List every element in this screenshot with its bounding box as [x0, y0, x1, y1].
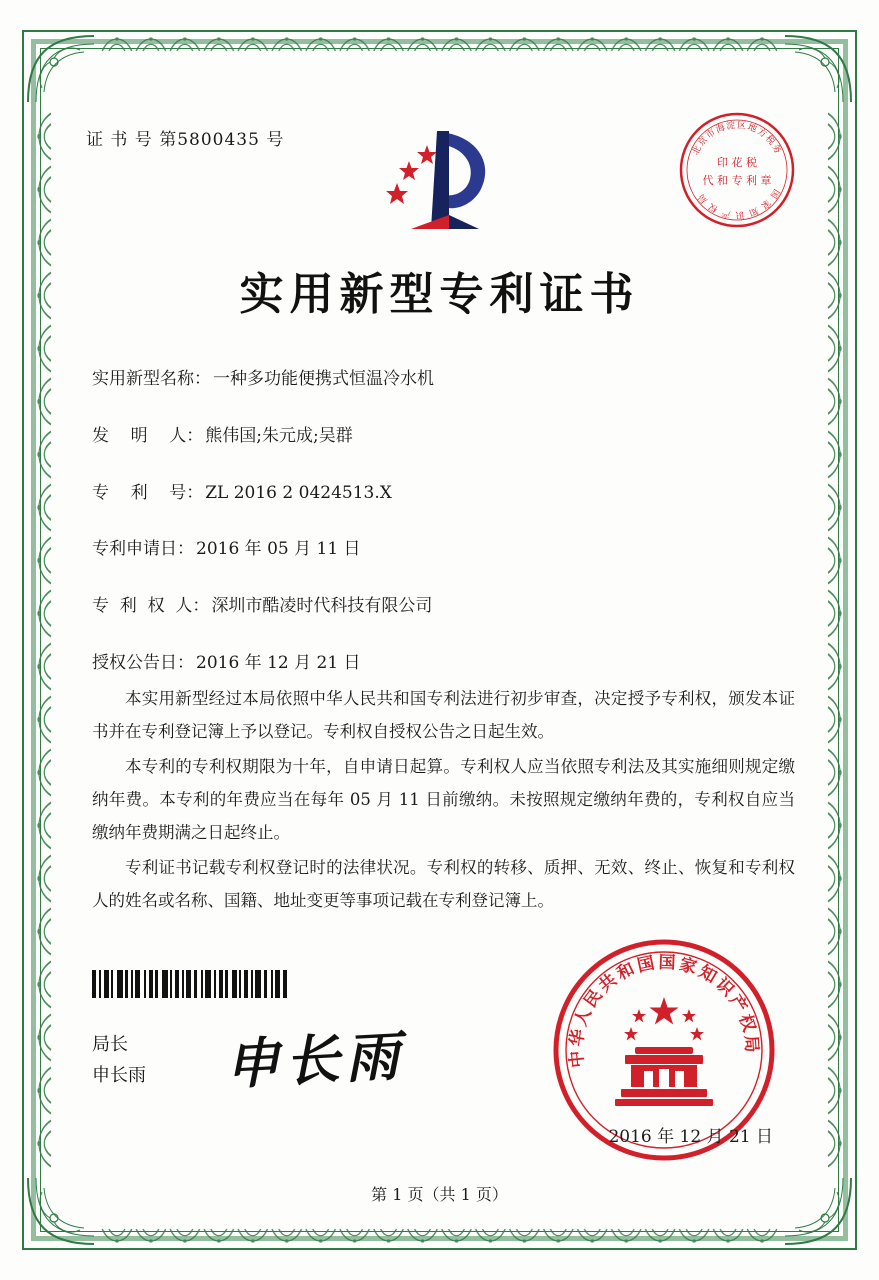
svg-text:海: 海: [714, 122, 727, 136]
issue-date: 2016 年 12 月 21 日: [608, 1127, 773, 1147]
svg-text:局: 局: [696, 191, 711, 205]
svg-text:产: 产: [720, 206, 732, 219]
border-ornament-top: [100, 33, 779, 55]
field-row: [92, 652, 799, 676]
barcode: [92, 970, 322, 998]
svg-text:权: 权: [707, 200, 721, 214]
field-value: ZL 2016 2 0424513.X: [205, 482, 392, 503]
svg-text:家: 家: [677, 954, 699, 979]
certificate-number: 证 书 号 第5800435 号: [86, 130, 285, 150]
field-value: 深圳市酷凌时代科技有限公司: [211, 596, 433, 617]
svg-text:方: 方: [755, 126, 769, 141]
field-row: [92, 425, 799, 449]
director-block: [92, 1030, 146, 1091]
paragraph: 专利证书记载专利权登记时的法律状况。专利权的转移、质押、无效、终止、恢复和专利权人的姓名或名称、国籍、地址变更等事项记载在专利登记簿上。: [92, 858, 795, 910]
page-footer: 第 1 页（共 1 页）: [371, 1185, 508, 1204]
svg-text:地: 地: [746, 122, 758, 135]
svg-text:区: 区: [736, 120, 747, 132]
field-label: 专利申请日：: [92, 539, 194, 560]
svg-text:知: 知: [747, 204, 760, 218]
director-name: 申长雨: [92, 1064, 146, 1086]
field-row: [92, 538, 799, 562]
svg-text:知: 知: [695, 961, 720, 988]
svg-text:家: 家: [758, 196, 772, 211]
svg-text:中: 中: [566, 1049, 589, 1069]
svg-text:印 花 税: 印 花 税: [717, 156, 757, 169]
svg-text:国: 国: [767, 186, 781, 200]
field-value: 2016 年 12 月 21 日: [196, 652, 361, 673]
svg-text:民: 民: [580, 986, 607, 1012]
svg-text:税: 税: [762, 133, 777, 148]
field-label: 发 明 人：: [92, 425, 204, 446]
border-ornament-bottom: [100, 1225, 779, 1247]
svg-text:国: 国: [635, 953, 657, 977]
cnipa-logo-icon: [375, 125, 505, 240]
field-label: 授权公告日：: [92, 652, 194, 673]
field-label: 专 利 权 人：: [92, 596, 210, 617]
border-ornament-left: [33, 110, 55, 1170]
svg-text:和: 和: [613, 959, 638, 985]
svg-text:识: 识: [735, 208, 745, 220]
svg-text:权: 权: [734, 1011, 759, 1035]
svg-text:京: 京: [696, 135, 711, 149]
svg-text:淀: 淀: [725, 120, 737, 133]
svg-text:局: 局: [740, 1034, 762, 1054]
svg-text:识: 识: [711, 974, 738, 1001]
field-value: 2016 年 05 月 11 日: [196, 539, 361, 560]
field-value: 一种多功能便携式恒温冷水机: [213, 369, 434, 389]
svg-text:国: 国: [658, 952, 676, 974]
svg-text:代 和 专 利 章: 代 和 专 利 章: [702, 174, 772, 187]
paragraph: 本专利的专利权期限为十年，自申请日起算。专利权人应当依照专利法及其实施细则规定缴纳年费。本专利的年费应当在每年 05 月 11 日前缴纳。未按照规定缴纳年费的，专利权自应当缴纳年费期满之日起终止。: [92, 757, 795, 842]
border-ornament-right: [824, 110, 846, 1170]
page-title: 实用新型专利证书: [239, 269, 640, 320]
legal-body-text: [92, 682, 795, 919]
tax-stamp-icon: [675, 108, 799, 232]
field-row: [92, 368, 799, 392]
field-row: [92, 482, 799, 506]
svg-text:市: 市: [704, 127, 718, 142]
director-signature: 申长雨: [223, 1023, 407, 1097]
field-row: [92, 595, 799, 619]
patent-fields: [92, 368, 799, 709]
svg-text:共: 共: [595, 970, 622, 997]
certificate-content: [70, 70, 809, 1210]
field-value: 熊伟国;朱元成;吴群: [205, 425, 353, 446]
paragraph: 本实用新型经过本局依照中华人民共和国专利法进行初步审查，决定授予专利权，颁发本证书并在专利登记簿上予以登记。专利权自授权公告之日起生效。: [92, 689, 795, 741]
svg-text:务: 务: [769, 143, 783, 156]
director-label: 局长: [92, 1034, 128, 1055]
svg-text:人: 人: [570, 1005, 596, 1030]
svg-text:产: 产: [724, 991, 751, 1017]
svg-text:华: 华: [566, 1028, 589, 1048]
svg-text:北: 北: [690, 144, 704, 157]
field-label: 实用新型名称：: [92, 369, 211, 389]
field-label: 专 利 号：: [92, 482, 204, 503]
